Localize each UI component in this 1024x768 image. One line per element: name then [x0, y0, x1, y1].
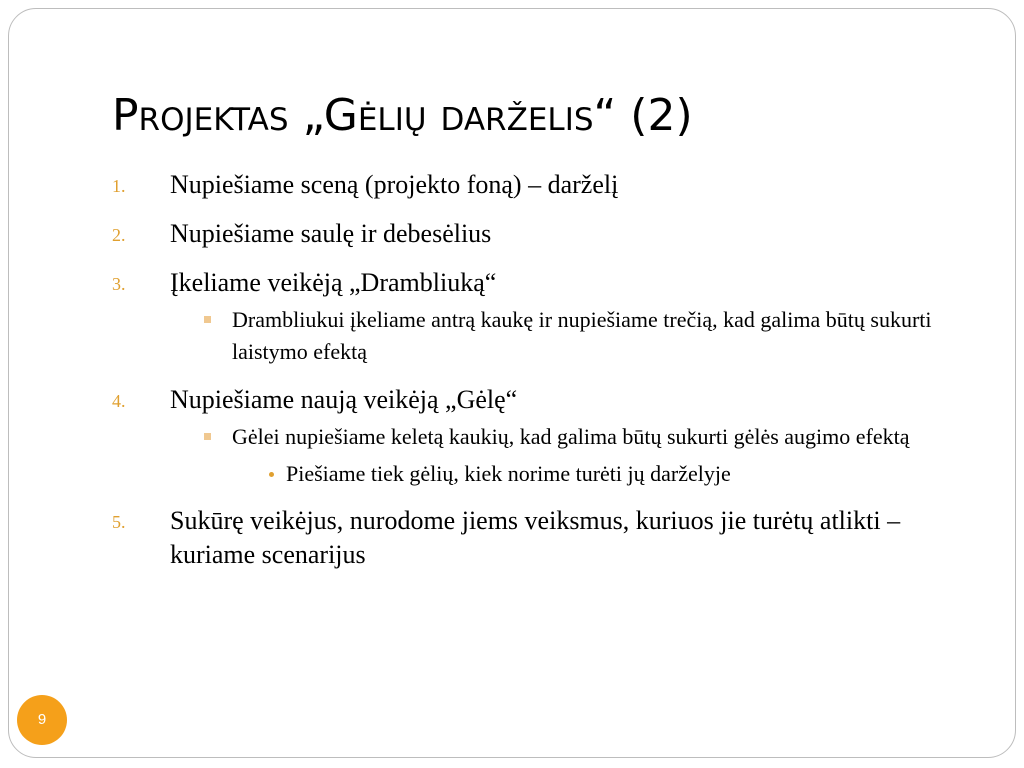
square-bullet-icon — [204, 316, 211, 323]
sub-list-item — [232, 421, 952, 453]
list-number: 1. — [112, 176, 126, 196]
list-item-text: Nupiešiame saulę ir debesėlius — [170, 219, 492, 248]
page-number-badge: 9 — [17, 695, 67, 745]
list-item — [112, 383, 952, 489]
list-item-text: Nupiešiame naują veikėją „Gėlę“ — [170, 385, 518, 414]
list-number: 3. — [112, 274, 126, 294]
sub-list-item-text: Gėlei nupiešiame keletą kaukių, kad galima būtų sukurti gėlės augimo efektą — [232, 424, 910, 449]
list-number: 5. — [112, 512, 126, 532]
list-item — [112, 217, 952, 251]
sub-sub-list-item-text: Piešiame tiek gėlių, kiek norime turėti jų darželyje — [286, 461, 731, 486]
list-item-text: Sukūrę veikėjus, nurodome jiems veiksmus, kuriuos jie turėtų atlikti – kuriame scenarijus — [170, 506, 901, 569]
content-list — [112, 168, 952, 587]
list-item — [112, 266, 952, 368]
slide-title: Projektas „Gėlių darželis“ (2) — [112, 90, 693, 141]
list-item-text: Įkeliame veikėją „Drambliuką“ — [170, 268, 497, 297]
list-number: 2. — [112, 225, 126, 245]
list-number: 4. — [112, 391, 126, 411]
dot-bullet-icon — [269, 472, 274, 477]
sub-list-item-text: Drambliukui įkeliame antrą kaukę ir nupiešiame trečią, kad galima būtų sukurti laistymo efektą — [232, 307, 932, 364]
sub-sub-list-item — [286, 459, 952, 489]
list-item — [112, 168, 952, 202]
list-item-text: Nupiešiame sceną (projekto foną) – darželį — [170, 170, 619, 199]
list-item — [112, 504, 952, 572]
sub-list-item — [232, 304, 952, 368]
square-bullet-icon — [204, 433, 211, 440]
sub-list — [170, 421, 952, 453]
sub-list — [170, 304, 952, 368]
sub-sub-list — [170, 459, 952, 489]
